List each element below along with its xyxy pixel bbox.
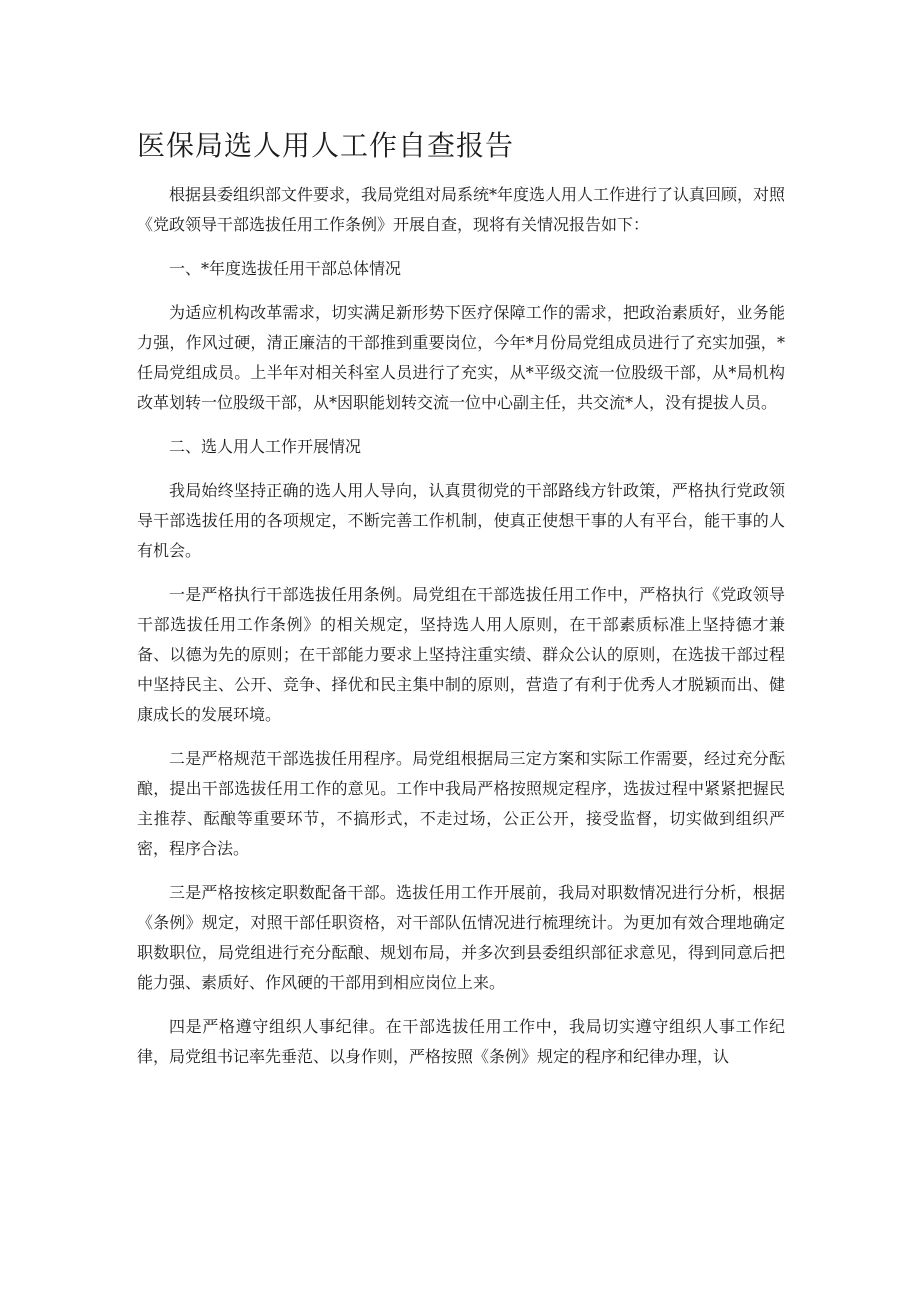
section-1-paragraph: 为适应机构改革需求，切实满足新形势下医疗保障工作的需求，把政治素质好，业务能力强，作风过硬，清正廉洁的干部推到重要岗位，今年*月份局党组成员进行了充实加强，*任局党组成员。上半年对相关科室人员进行了充实，从*平级交流一位股级干部，从*局机构改革划转一位股级干部，从*因职能划转交流一位中心副主任，共交流*人，没有提拔人员。: [137, 303, 785, 412]
page-title: 医保局选人用人工作自查报告: [137, 129, 515, 162]
point-4-paragraph: 四是严格遵守组织人事纪律。在干部选拔任用工作中，我局切实遵守组织人事工作纪律，局党组书记率先垂范、以身作则，严格按照《条例》规定的程序和纪律办理，认: [137, 1017, 785, 1066]
section-heading-1: 一、*年度选拔任用干部总体情况: [169, 259, 402, 278]
point-3-paragraph: 三是严格按核定职数配备干部。选拔任用工作开展前，我局对职数情况进行分析，根据《条例》规定，对照干部任职资格，对干部队伍情况进行梳理统计。为更加有效合理地确定职数职位，局党组进行充分酝酿、规划布局，并多次到县委组织部征求意见，得到同意后把能力强、素质好、作风硬的干部用到相应岗位上来。: [137, 883, 785, 992]
section-heading-2: 二、选人用人工作开展情况: [169, 437, 362, 456]
point-1-paragraph: 一是严格执行干部选拔任用条例。局党组在干部选拔任用工作中，严格执行《党政领导干部选拔任用工作条例》的相关规定，坚持选人用人原则，在干部素质标准上坚持德才兼备、以德为先的原则；在干部能力要求上坚持注重实绩、群众公认的原则，在选拔干部过程中坚持民主、公开、竞争、择优和民主集中制的原则，营造了有利于优秀人才脱颖而出、健康成长的发展环境。: [137, 585, 785, 724]
document-body: [137, 180, 785, 1086]
point-2-paragraph: 二是严格规范干部选拔任用程序。局党组根据局三定方案和实际工作需要，经过充分酝酿，提出干部选拔任用工作的意见。工作中我局严格按照规定程序，选拔过程中紧紧把握民主推荐、酝酿等重要环节，不搞形式，不走过场，公正公开，接受监督，切实做到组织严密，程序合法。: [137, 749, 785, 858]
intro-paragraph: 根据县委组织部文件要求，我局党组对局系统*年度选人用人工作进行了认真回顾，对照《党政领导干部选拔任用工作条例》开展自查，现将有关情况报告如下：: [137, 185, 786, 234]
section-2-intro-paragraph: 我局始终坚持正确的选人用人导向，认真贯彻党的干部路线方针政策，严格执行党政领导干部选拔任用的各项规定，不断完善工作机制，使真正使想干事的人有平台，能干事的人有机会。: [137, 481, 785, 560]
